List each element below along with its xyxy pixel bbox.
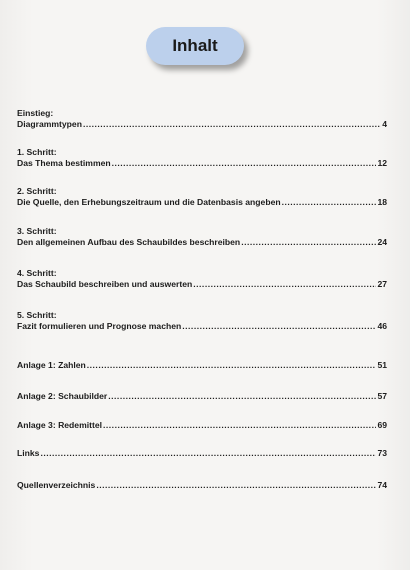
toc-page-number: 46 (377, 321, 387, 331)
toc-dot-leader (87, 360, 377, 371)
toc-dot-leader (83, 119, 381, 130)
toc-page-number: 24 (377, 237, 387, 247)
toc-entry-title: Anlage 1: Zahlen (17, 360, 86, 370)
toc-page-number: 73 (377, 448, 387, 458)
toc-entry-title: Das Thema bestimmen (17, 158, 111, 168)
toc-entry-heading: 5. Schritt: (17, 310, 57, 320)
toc-entry-heading: 2. Schritt: (17, 186, 57, 196)
toc-dot-leader (112, 158, 377, 169)
toc-entry-title: Fazit formulieren und Prognose machen (17, 321, 182, 331)
toc-page-number: 27 (377, 279, 387, 289)
toc-dot-leader (282, 197, 377, 208)
toc-entry-quellenverzeichnis[interactable] (17, 480, 387, 491)
toc-entry-heading: 4. Schritt: (17, 268, 57, 278)
toc-entry-schritt-1[interactable] (17, 147, 387, 169)
toc-page-number: 69 (377, 420, 387, 430)
page-title: Inhalt (172, 36, 218, 55)
toc-entry-title: Anlage 3: Redemittel (17, 420, 103, 430)
toc-entry-heading: Einstieg: (17, 108, 54, 118)
toc-dot-leader (182, 321, 376, 332)
toc-entry-title: Anlage 2: Schaubilder (17, 391, 108, 401)
toc-entry-title: Die Quelle, den Erhebungszeitraum und die Datenbasis angeben (17, 197, 281, 207)
toc-entry-heading: 3. Schritt: (17, 226, 57, 236)
toc-entry-schritt-5[interactable] (17, 310, 387, 332)
toc-entry-heading: 1. Schritt: (17, 147, 57, 157)
toc-page-number: 74 (377, 480, 387, 490)
toc-entry-einstieg[interactable] (17, 108, 387, 130)
toc-dot-leader (193, 279, 376, 290)
page-title-badge (146, 27, 244, 65)
toc-dot-leader (241, 237, 376, 248)
toc-entry-anlage-1[interactable] (17, 360, 387, 371)
toc-entry-anlage-3[interactable] (17, 420, 387, 431)
toc-entry-title: Quellenverzeichnis (17, 480, 96, 490)
toc-entry-title: Diagrammtypen (17, 119, 82, 129)
toc-dot-leader (108, 391, 376, 402)
toc-page-number: 51 (377, 360, 387, 370)
toc-dot-leader (96, 480, 376, 491)
toc-entry-title: Links (17, 448, 40, 458)
toc-page-number: 18 (377, 197, 387, 207)
toc-entry-title: Das Schaubild beschreiben und auswerten (17, 279, 193, 289)
toc-entry-schritt-4[interactable] (17, 268, 387, 290)
toc-dot-leader (103, 420, 376, 431)
toc-page-number: 57 (377, 391, 387, 401)
toc-entry-schritt-3[interactable] (17, 226, 387, 248)
toc-dot-leader (40, 448, 376, 459)
toc-entry-links[interactable] (17, 448, 387, 459)
toc-entry-title: Den allgemeinen Aufbau des Schaubildes beschreiben (17, 237, 241, 247)
toc-page-number: 12 (377, 158, 387, 168)
toc-entry-anlage-2[interactable] (17, 391, 387, 402)
toc-page-number: 4 (382, 119, 387, 129)
toc-entry-schritt-2[interactable] (17, 186, 387, 208)
